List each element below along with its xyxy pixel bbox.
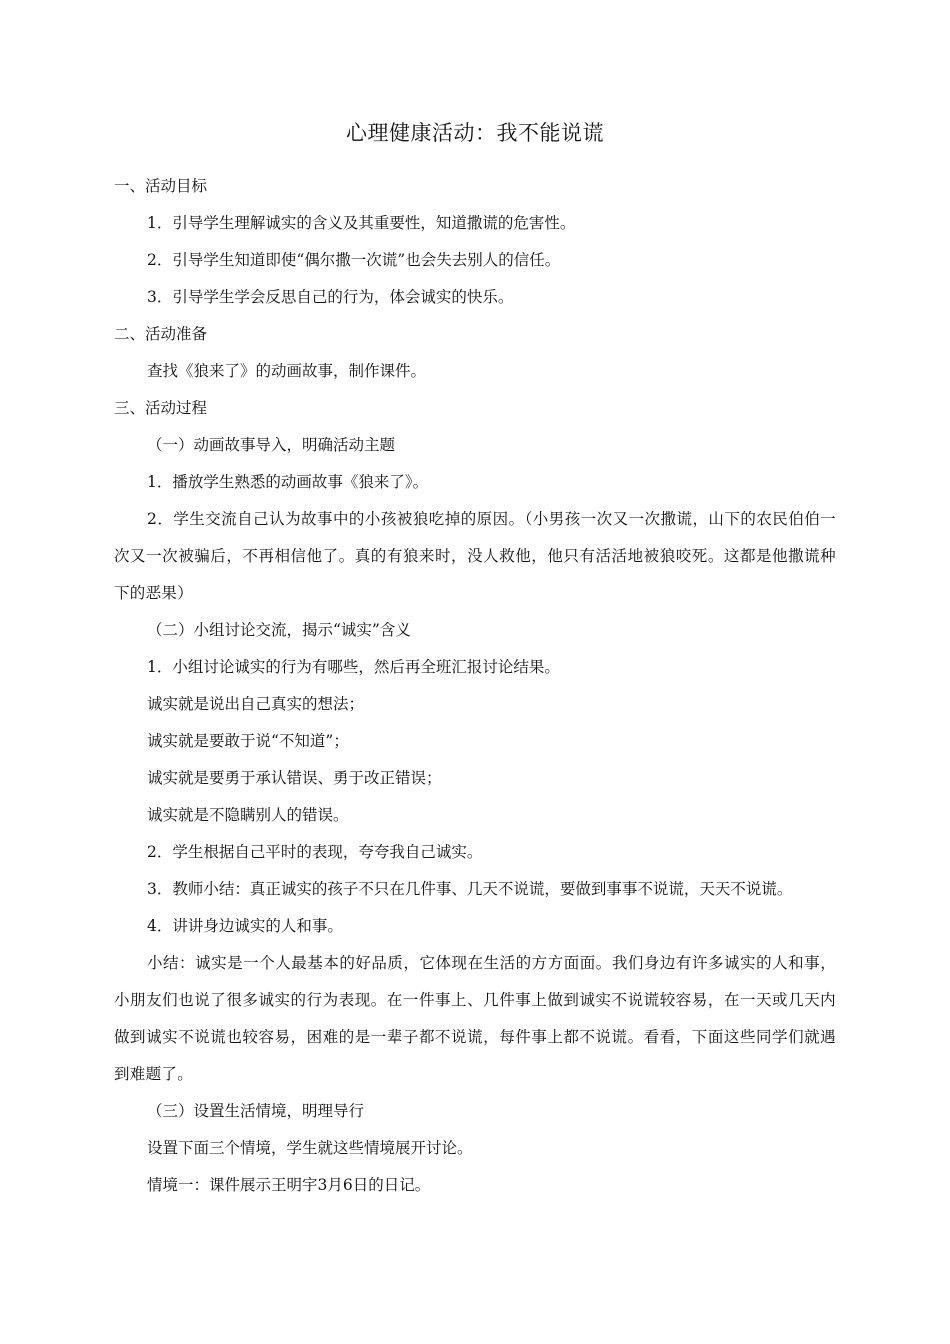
process-item-2-4: 4．讲讲身边诚实的人和事。	[147, 917, 343, 935]
honesty-definition-3: 诚实就是要勇于承认错误、勇于改正错误；	[147, 769, 442, 787]
page-title: 心理健康活动：我不能说谎	[346, 121, 604, 145]
goal-item-1: 1．引导学生理解诚实的含义及其重要性，知道撒谎的危害性。	[147, 214, 576, 232]
section-heading-process: 三、活动过程	[114, 399, 208, 417]
goal-item-2: 2．引导学生知道即使“偶尔撒一次谎”也会失去别人的信任。	[147, 251, 561, 269]
goal-item-3: 3．引导学生学会反思自己的行为，体会诚实的快乐。	[147, 288, 514, 306]
process-item-2-3: 3．教师小结：真正诚实的孩子不只在几件事、几天不说谎，要做到事事不说谎，天天不说谎。	[147, 880, 793, 898]
honesty-definition-2: 诚实就是要敢于说“不知道”；	[147, 732, 349, 750]
honesty-definition-1: 诚实就是说出自己真实的想法；	[147, 695, 365, 713]
summary-paragraph: 小结：诚实是一个人最基本的好品质，它体现在生活的方方面面。我们身边有许多诚实的人和事，小朋友们也说了很多诚实的行为表现。在一件事上、几件事上做到诚实不说谎较容易，在一天或几天内做到诚实不说谎也较容易，困难的是一辈子都不说谎，每件事上都不说谎。看看，下面这些同学们就遇到难题了。	[114, 954, 836, 1083]
preparation-text: 查找《狼来了》的动画故事，制作课件。	[147, 362, 427, 380]
process-item-2-2: 2．学生根据自己平时的表现，夸夸我自己诚实。	[147, 843, 483, 861]
document-body	[114, 168, 836, 1204]
subsection-heading-1: （一）动画故事导入，明确活动主题	[147, 436, 396, 454]
honesty-definition-4: 诚实就是不隐瞒别人的错误。	[147, 806, 349, 824]
section-heading-goals: 一、活动目标	[114, 177, 208, 195]
process-item-2-1: 1．小组讨论诚实的行为有哪些，然后再全班汇报讨论结果。	[147, 658, 560, 676]
section-heading-preparation: 二、活动准备	[114, 325, 208, 343]
subsection-heading-2: （二）小组讨论交流，揭示“诚实”含义	[147, 621, 411, 639]
scenario-1: 情境一：课件展示王明宇3月6日的日记。	[147, 1176, 431, 1194]
scenario-intro: 设置下面三个情境，学生就这些情境展开讨论。	[147, 1139, 473, 1157]
subsection-heading-3: （三）设置生活情境，明理导行	[147, 1102, 365, 1120]
process-item-1-2: 2．学生交流自己认为故事中的小孩被狼吃掉的原因。（小男孩一次又一次撒谎，山下的农民伯伯一次又一次被骗后，不再相信他了。真的有狼来时，没人救他，他只有活活地被狼咬死。这都是他撒谎种下的恶果）	[114, 510, 836, 602]
process-item-1-1: 1．播放学生熟悉的动画故事《狼来了》。	[147, 473, 429, 491]
